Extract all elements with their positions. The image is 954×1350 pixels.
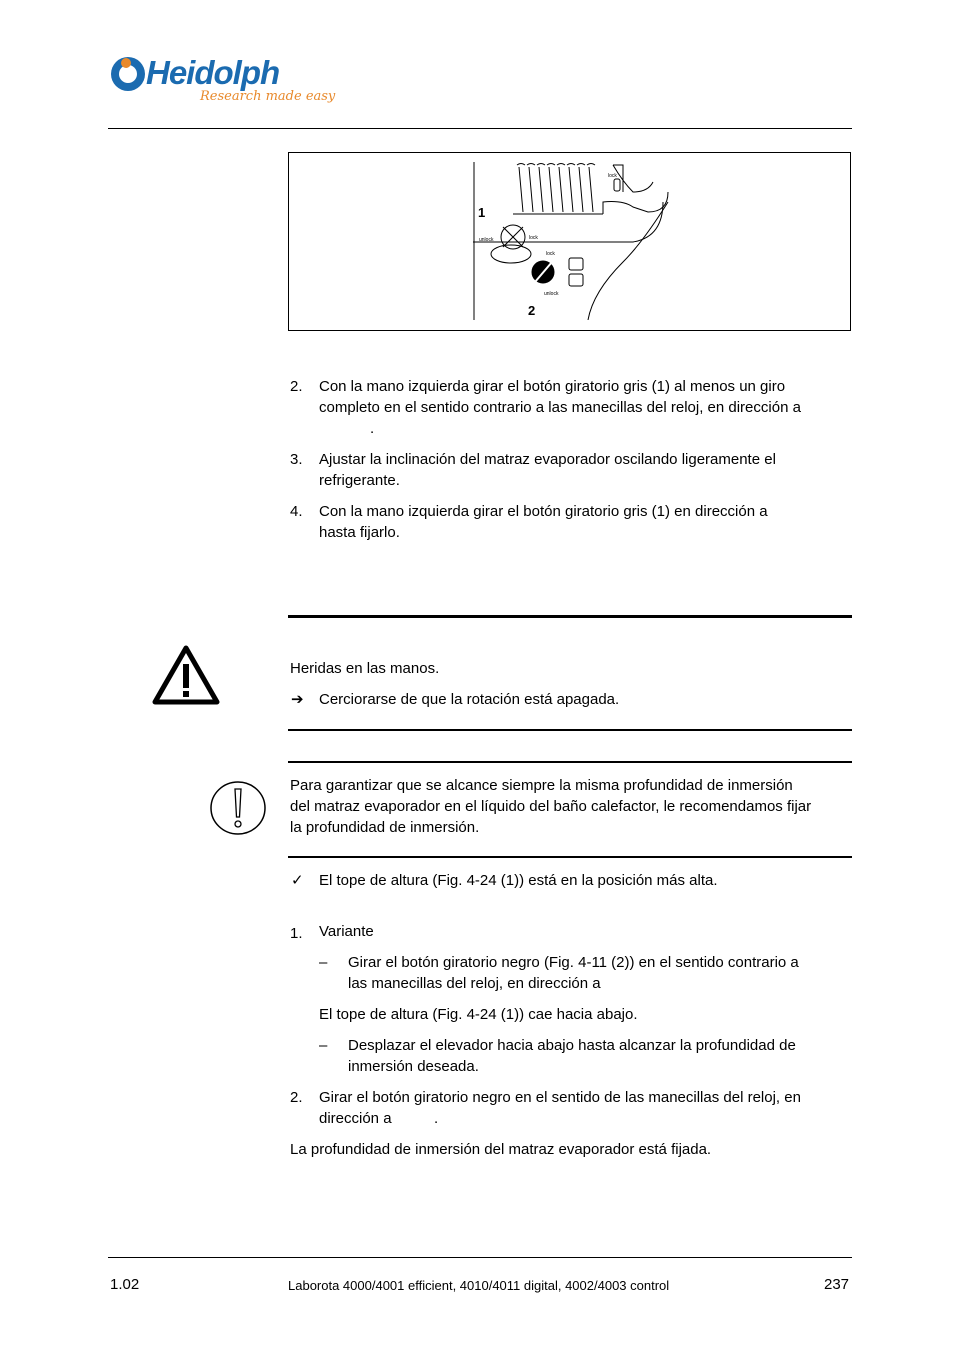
arrow-right-icon: ➔ — [291, 691, 304, 708]
step-text: completo en el sentido contrario a las manecillas del reloj, en dirección a — [319, 399, 801, 416]
step-text: Con la mano izquierda girar el botón giratorio gris (1) al menos un giro — [319, 378, 786, 395]
step-text: Ajustar la inclinación del matraz evaporador oscilando ligeramente el — [319, 451, 776, 468]
step-text: . — [434, 1110, 439, 1127]
warning-triangle-icon — [152, 644, 220, 706]
knob-illustration — [473, 162, 673, 320]
logo-tagline: Research made easy — [200, 89, 336, 104]
footer-title: Laborota 4000/4001 efficient, 4010/4011 digital, 4002/4003 control — [288, 1278, 670, 1293]
heidolph-logo — [108, 50, 336, 112]
step-text: refrigerante. — [319, 472, 400, 489]
logo-mark-icon — [108, 52, 148, 96]
step-text: Con la mano izquierda girar el botón giratorio gris (1) en dirección a — [319, 503, 768, 520]
prerequisite-text: El tope de altura (Fig. 4-24 (1)) está en la posición más alta. — [319, 872, 718, 889]
exclamation-circle-icon — [208, 779, 268, 837]
step-number: 1. — [290, 925, 303, 942]
figure-text-lock: lock — [529, 235, 538, 241]
substep-text: Desplazar el elevador hacia abajo hasta alcanzar la profundidad de — [348, 1037, 796, 1054]
figure-text-lock: lock — [546, 251, 555, 257]
substep-text: inmersión deseada. — [348, 1058, 479, 1075]
notice-top-rule — [288, 761, 852, 763]
header-divider — [108, 128, 852, 129]
step-text: hasta fijarlo. — [319, 524, 400, 541]
substep-text: las manecillas del reloj, en dirección a — [348, 975, 601, 992]
footer-page-number: 237 — [824, 1276, 850, 1293]
dash-bullet: – — [319, 954, 328, 971]
step-text: dirección a — [319, 1110, 392, 1127]
warning-action-text: Cerciorarse de que la rotación está apagada. — [319, 691, 620, 708]
step-number: 3. — [290, 451, 303, 468]
figure-text-unlock: unlock — [544, 291, 559, 297]
footer-divider — [108, 1257, 852, 1258]
step-text: . — [370, 420, 375, 437]
notice-bottom-rule — [288, 856, 852, 858]
result-text: La profundidad de inmersión del matraz evaporador está fijada. — [290, 1141, 712, 1158]
footer-version: 1.02 — [110, 1276, 140, 1293]
notice-text: Para garantizar que se alcance siempre la misma profundidad de inmersión — [290, 777, 793, 794]
figure-text-unlock: unlock — [479, 237, 494, 243]
notice-text: del matraz evaporador en el líquido del baño calefactor, le recomendamos fijar — [290, 798, 812, 815]
step-text: Girar el botón giratorio negro en el sentido de las manecillas del reloj, en — [319, 1089, 801, 1106]
warning-top-rule — [288, 615, 852, 618]
logo-wordmark: Heidolph — [146, 54, 280, 91]
warning-hazard-text: Heridas en las manos. — [290, 660, 440, 677]
notice-text: la profundidad de inmersión. — [290, 819, 480, 836]
figure-label-2: 2 — [528, 303, 536, 318]
figure-label-1: 1 — [478, 205, 486, 220]
figure-frame — [288, 152, 851, 331]
step-variant-label: Variante — [319, 923, 374, 940]
checkmark-icon: ✓ — [291, 872, 304, 889]
step-number: 4. — [290, 503, 303, 520]
substep-text: Girar el botón giratorio negro (Fig. 4-11 (2)) en el sentido contrario a — [348, 954, 799, 971]
warning-bottom-rule — [288, 729, 852, 731]
figure-text-lock: lock — [608, 173, 617, 179]
step-number: 2. — [290, 378, 303, 395]
step-number: 2. — [290, 1089, 303, 1106]
result-text: El tope de altura (Fig. 4-24 (1)) cae hacia abajo. — [319, 1006, 638, 1023]
dash-bullet: – — [319, 1037, 328, 1054]
